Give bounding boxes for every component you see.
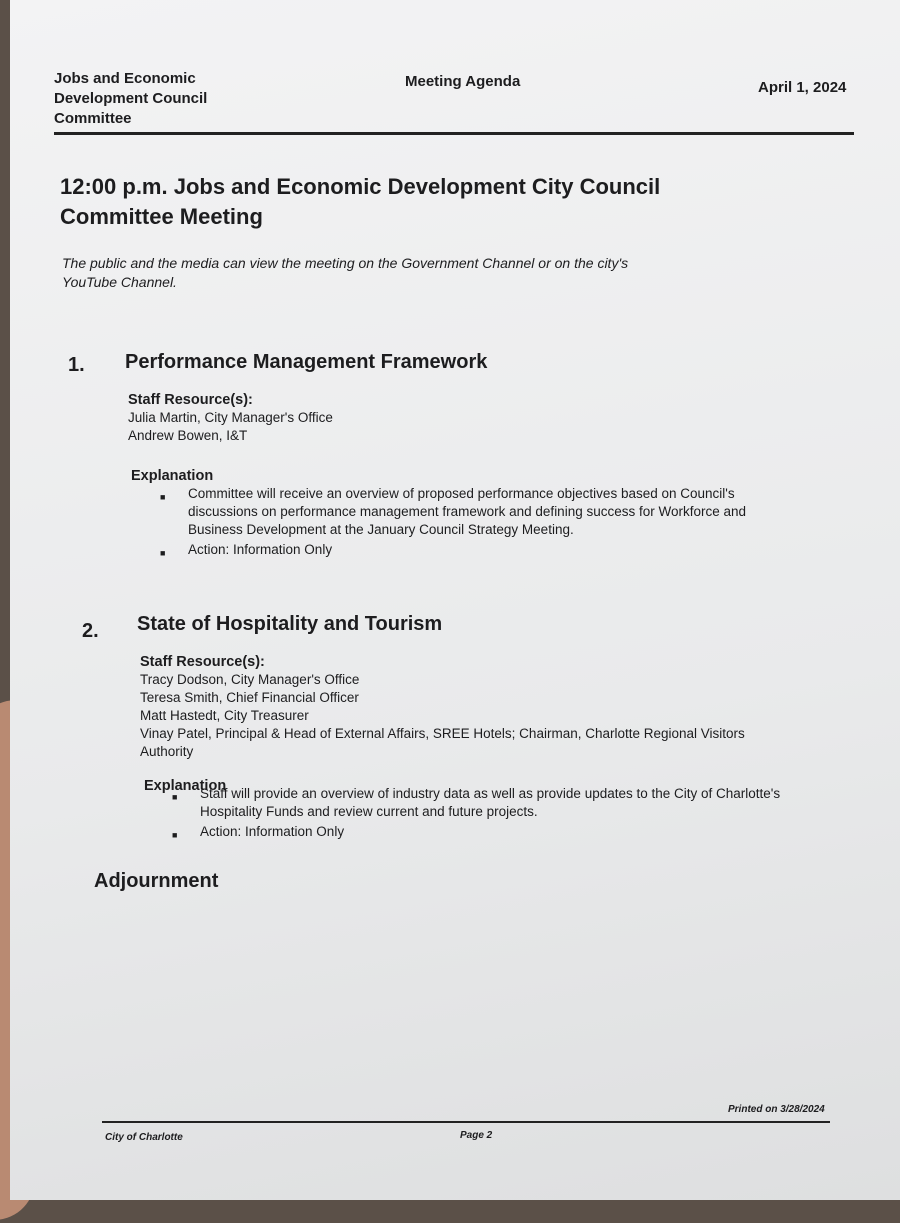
meeting-intro: The public and the media can view the meeting on the Government Channel or on the city's YouTube Channel. (62, 255, 629, 290)
bullet-icon: ■ (172, 792, 178, 802)
item-1-bullets (160, 485, 800, 562)
list-item: ■ Staff will provide an overview of industry data as well as provide updates to the City of Charlotte's Hospitality Funds and review current and future projects. (172, 786, 781, 819)
staff-member: Teresa Smith, Chief Financial Officer (140, 690, 359, 705)
item-1-number: 1. (68, 354, 85, 376)
staff-member: Julia Martin, City Manager's Office (128, 410, 333, 425)
doc-type: Meeting Agenda (405, 73, 521, 90)
bullet-icon: ■ (160, 492, 166, 502)
staff-label: Staff Resource(s): (128, 392, 253, 408)
footer-org: City of Charlotte (105, 1132, 183, 1143)
committee-name: Jobs and Economic Development Council Committee (54, 70, 208, 127)
list-item: ■ Committee will receive an overview of proposed performance objectives based on Council's discussions on performance management framework and defining success for Workforce and Business Development at the January Council Strategy Meeting. (160, 486, 747, 537)
header-divider (54, 132, 854, 135)
bullet-icon: ■ (172, 830, 178, 840)
meeting-date: April 1, 2024 (758, 79, 847, 96)
item-1-explanation-label: Explanation (131, 468, 214, 484)
printed-date: Printed on 3/28/2024 (728, 1104, 825, 1115)
meeting-title: 12:00 p.m. Jobs and Economic Development City Council Committee Meeting (60, 174, 661, 229)
staff-member: Matt Hastedt, City Treasurer (140, 708, 309, 723)
bullet-icon: ■ (160, 548, 166, 558)
item-1-staff (128, 391, 728, 445)
adjournment-heading: Adjournment (94, 870, 219, 892)
list-item: ■ Action: Information Only (172, 823, 812, 844)
page-number: Page 2 (460, 1130, 493, 1141)
item-2-bullets (172, 785, 812, 844)
item-1-title: Performance Management Framework (125, 351, 488, 373)
staff-member: Vinay Patel, Principal & Head of External Affairs, SREE Hotels; Chairman, Charlotte Regional Visitors Authority (140, 726, 745, 759)
item-2-explanation-label: Explanation (144, 778, 227, 794)
staff-member: Tracy Dodson, City Manager's Office (140, 672, 360, 687)
agenda-page (10, 0, 900, 1200)
footer-divider (102, 1121, 830, 1123)
item-2-staff (140, 653, 800, 761)
item-2-title: State of Hospitality and Tourism (137, 613, 443, 635)
staff-member: Andrew Bowen, I&T (128, 428, 248, 443)
list-item: ■ Action: Information Only (160, 541, 800, 562)
item-2-number: 2. (82, 620, 99, 642)
staff-label: Staff Resource(s): (140, 654, 265, 670)
